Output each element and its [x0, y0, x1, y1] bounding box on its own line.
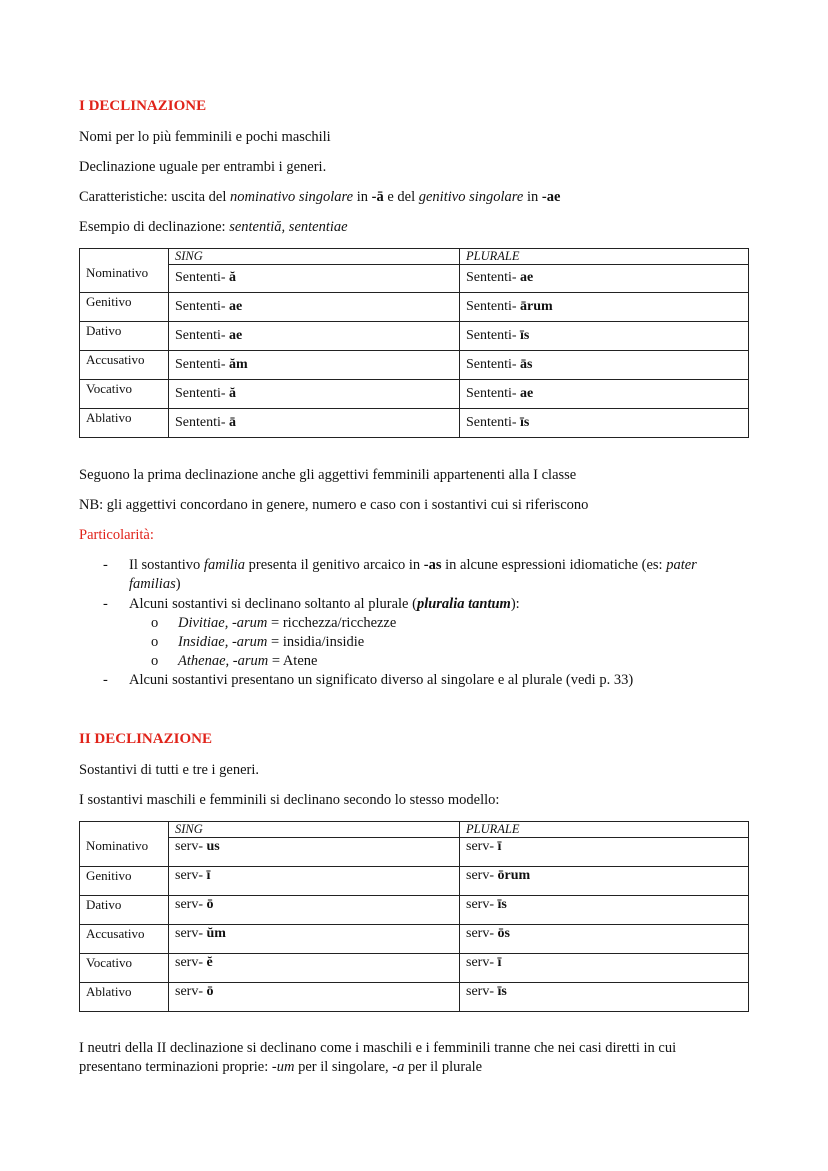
case-label: Accusativo — [80, 351, 169, 380]
plural-form: serv- ōrum — [460, 866, 749, 895]
table-row — [80, 924, 749, 953]
table-row — [80, 953, 749, 982]
particolarita-heading: Particolarità: — [79, 527, 154, 543]
singular-form: serv- ĕ — [169, 953, 460, 982]
singular-form: Sententi- ăm — [169, 351, 460, 380]
singular-form: serv- ō — [169, 895, 460, 924]
paragraph-neutri-1: I neutri della II declinazione si declinano come i maschili e i femminili tranne che nei casi diretti in cui — [79, 1040, 677, 1056]
case-label: Ablativo — [80, 982, 169, 1011]
case-label: Vocativo — [80, 380, 169, 409]
paragraph-esempio: Esempio di declinazione: sententiă, sententiae — [79, 219, 348, 235]
plural-form: serv- ī — [460, 837, 749, 866]
dash-bullet: - — [103, 596, 108, 612]
singular-form: Sententi- ă — [169, 264, 460, 293]
table-row — [80, 293, 749, 322]
circle-bullet: o — [151, 634, 159, 650]
singular-form: serv- ō — [169, 982, 460, 1011]
section-title-declinazione-2: II DECLINAZIONE — [79, 731, 212, 747]
header-empty-cell — [80, 249, 169, 265]
case-label: Dativo — [80, 322, 169, 351]
header-sing: SING — [169, 822, 460, 838]
declension-table-2 — [79, 821, 749, 1012]
table-row — [80, 351, 749, 380]
table-row — [80, 837, 749, 866]
paragraph-caratteristiche: Caratteristiche: uscita del nominativo singolare in -ā e del genitivo singolare in -ae — [79, 189, 561, 205]
plural-form: Sententi- ae — [460, 264, 749, 293]
paragraph-maschili-femminili: I sostantivi maschili e femminili si declinano secondo lo stesso modello: — [79, 792, 500, 808]
table-header-row — [80, 822, 749, 838]
paragraph-neutri-2: presentano terminazioni proprie: -um per il singolare, -a per il plurale — [79, 1059, 483, 1075]
singular-form: Sententi- ā — [169, 409, 460, 438]
singular-form: Sententi- ae — [169, 293, 460, 322]
table-row — [80, 409, 749, 438]
table-row — [80, 380, 749, 409]
circle-bullet: o — [151, 653, 159, 669]
plural-form: Sententi- ārum — [460, 293, 749, 322]
case-label: Nominativo — [80, 837, 169, 866]
case-label: Nominativo — [80, 264, 169, 293]
singular-form: serv- ŭm — [169, 924, 460, 953]
plural-form: serv- īs — [460, 895, 749, 924]
case-label: Vocativo — [80, 953, 169, 982]
header-empty-cell — [80, 822, 169, 838]
table-row — [80, 866, 749, 895]
case-label: Genitivo — [80, 293, 169, 322]
plural-form: Sententi- ās — [460, 351, 749, 380]
singular-form: serv- ī — [169, 866, 460, 895]
plural-form: serv- ōs — [460, 924, 749, 953]
plural-form: Sententi- īs — [460, 322, 749, 351]
case-label: Ablativo — [80, 409, 169, 438]
paragraph-declinazione-uguale: Declinazione uguale per entrambi i generi. — [79, 159, 327, 175]
paragraph-nb: NB: gli aggettivi concordano in genere, numero e caso con i sostantivi cui si riferiscono — [79, 497, 589, 513]
table-row — [80, 322, 749, 351]
table-header-row — [80, 249, 749, 265]
header-plurale: PLURALE — [460, 822, 749, 838]
header-plurale: PLURALE — [460, 249, 749, 265]
dash-bullet: - — [103, 672, 108, 688]
circle-bullet: o — [151, 615, 159, 631]
case-label: Genitivo — [80, 866, 169, 895]
singular-form: serv- us — [169, 837, 460, 866]
case-label: Accusativo — [80, 924, 169, 953]
singular-form: Sententi- ae — [169, 322, 460, 351]
table-row — [80, 895, 749, 924]
header-sing: SING — [169, 249, 460, 265]
declension-table-1 — [79, 248, 749, 438]
dash-bullet: - — [103, 557, 108, 573]
table-row — [80, 982, 749, 1011]
plural-form: Sententi- ae — [460, 380, 749, 409]
singular-form: Sententi- ă — [169, 380, 460, 409]
section-title-declinazione-1: I DECLINAZIONE — [79, 98, 207, 114]
plural-form: Sententi- īs — [460, 409, 749, 438]
table-row — [80, 264, 749, 293]
paragraph-nomi: Nomi per lo più femminili e pochi maschili — [79, 129, 331, 145]
case-label: Dativo — [80, 895, 169, 924]
paragraph-seguono: Seguono la prima declinazione anche gli aggettivi femminili appartenenti alla I classe — [79, 467, 577, 483]
paragraph-sostantivi: Sostantivi di tutti e tre i generi. — [79, 762, 260, 778]
plural-form: serv- ī — [460, 953, 749, 982]
plural-form: serv- īs — [460, 982, 749, 1011]
